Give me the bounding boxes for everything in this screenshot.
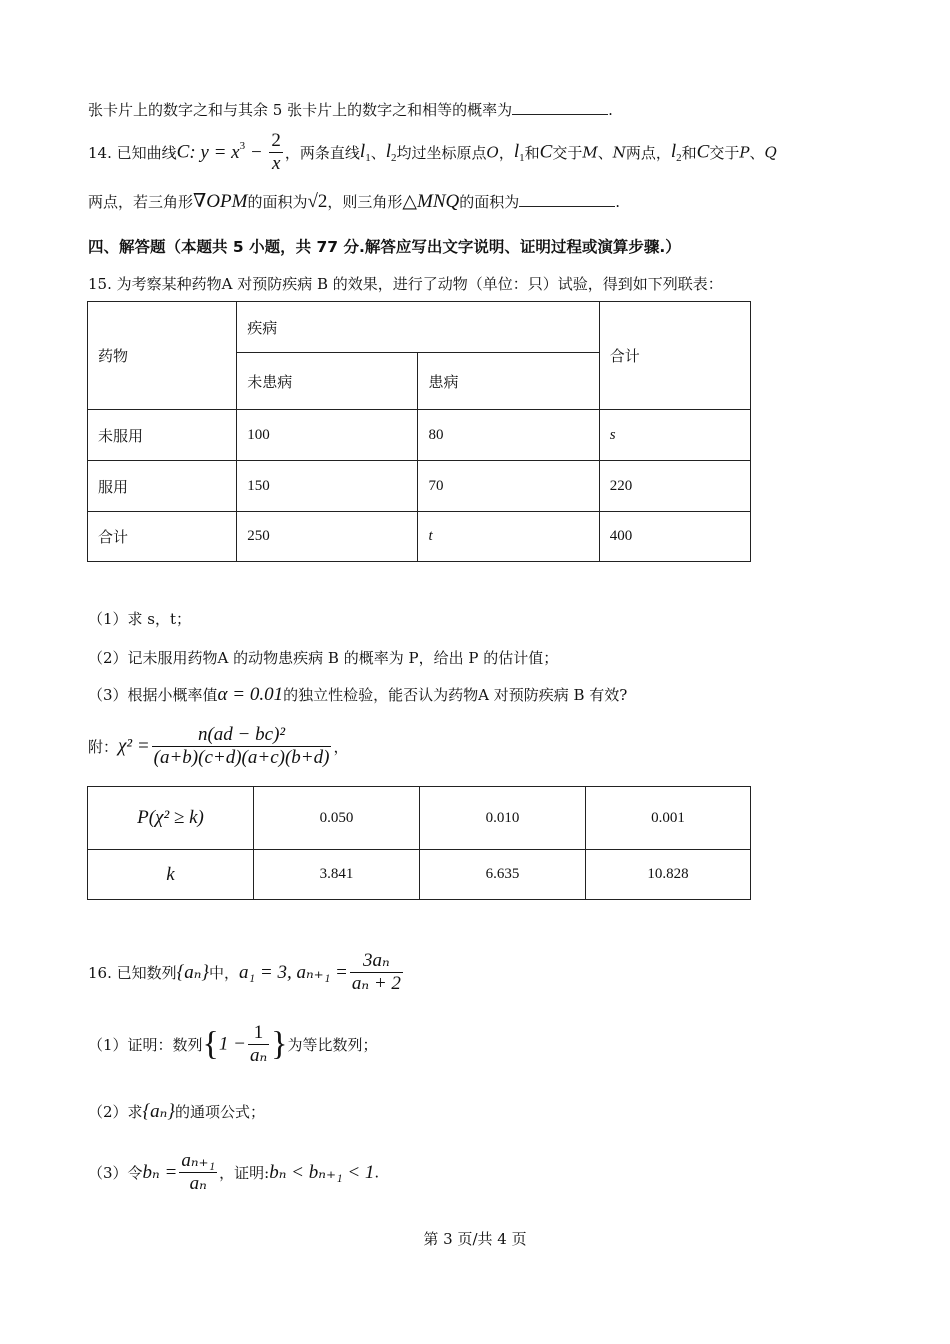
chi-num: n(ad − bc)² <box>152 724 332 747</box>
chi-den: (a+b)(c+d)(a+c)(b+d) <box>153 746 330 768</box>
q16-p2-a: （2）求 <box>88 1103 143 1121</box>
sqrt-2: √2 <box>307 191 328 212</box>
bn-lhs: bₙ = <box>142 1161 178 1183</box>
line-l1-b: $l_1$ <box>513 140 525 164</box>
k-cell: 6.635 <box>420 850 586 900</box>
inequality: bₙ < bₙ₊₁ < 1 <box>269 1161 375 1183</box>
q16-p2-b: 的通项公式； <box>174 1103 265 1121</box>
curve-name: C <box>176 141 190 163</box>
triangle-MNQ: △MNQ <box>402 191 460 212</box>
l1-letter: l <box>359 140 366 162</box>
k-cell: 10.828 <box>586 850 751 900</box>
left-brace: { <box>202 1025 219 1063</box>
q14-line2-b: 的面积为 <box>247 193 308 211</box>
q14-line2-c: ，则三角形 <box>327 193 403 211</box>
cell: 400 <box>599 512 750 562</box>
header-drug: 药物 <box>88 302 237 410</box>
recurrence-lhs: a₁ = 3, aₙ₊₁ = <box>239 961 348 983</box>
one-minus: 1 − <box>218 1033 246 1055</box>
header-sick: 患病 <box>418 353 599 410</box>
curve-eq-lhs: : y = x <box>189 142 240 164</box>
appendix-formula <box>88 724 348 780</box>
bn-fraction <box>179 1150 217 1195</box>
line-l2: $l_2$ <box>385 140 397 164</box>
table-row <box>88 461 751 512</box>
q15-part-3 <box>88 684 627 706</box>
section-heading: 四、解答题（本题共 5 小题，共 77 分.解答应写出文字说明、证明过程或演算步骤.） <box>88 238 681 256</box>
q16-end: . <box>374 1163 380 1182</box>
q16-stem-a: 16. 已知数列 <box>88 963 177 982</box>
l2-letter: l <box>385 140 391 162</box>
q15-p3-b: 的独立性检验，能否认为药物A 对预防疾病 B 有效? <box>283 686 628 704</box>
q14-text-2: 均过坐标原点 <box>396 143 487 162</box>
right-brace: } <box>271 1025 288 1063</box>
recip-den: aₙ <box>249 1044 268 1066</box>
q14-text-4: 和 <box>524 143 540 162</box>
q14-text-3: ， <box>498 143 514 162</box>
appendix-label: 附： <box>88 737 119 756</box>
page-footer: 第 3 页/共 4 页 <box>423 1230 527 1248</box>
header-total: 合计 <box>599 302 750 410</box>
cell: 70 <box>418 461 599 512</box>
q16-stem <box>88 950 405 1000</box>
cell: s <box>599 410 750 461</box>
prob-label: P(χ² ≥ k) <box>88 787 254 850</box>
point-Q: Q <box>764 143 777 162</box>
k-cell: 3.841 <box>254 850 420 900</box>
cell: 100 <box>237 410 418 461</box>
origin-O: O <box>486 143 499 162</box>
curve-eq <box>189 142 267 163</box>
sequence-a: {aₙ} <box>176 961 210 983</box>
bn-num: aₙ₊₁ <box>181 1150 216 1171</box>
row-label: 合计 <box>88 512 237 562</box>
q14-text-1: ，两条直线 <box>284 143 360 162</box>
triangle-OPM: ∇OPM <box>193 191 248 212</box>
q15-stem: 15. 为考察某种药物A 对预防疾病 B 的效果，进行了动物（单位：只）试验，得到如下列联表： <box>88 275 723 293</box>
dun-2: 、 <box>749 143 765 162</box>
answer-blank <box>512 100 608 115</box>
cube-exp: 3 <box>239 140 246 153</box>
dun-1: 、 <box>597 143 613 162</box>
point-M: M <box>582 143 598 162</box>
q16-p3-b: ，证明: <box>219 1163 270 1182</box>
q16-part-1 <box>88 1022 378 1078</box>
q14-line2-a: 两点，若三角形 <box>88 193 194 211</box>
table-row <box>88 410 751 461</box>
minus-sign: − <box>245 142 268 164</box>
header-not-sick: 未患病 <box>237 353 418 410</box>
header-disease: 疾病 <box>237 302 600 353</box>
alpha-value: α = 0.01 <box>217 684 284 705</box>
chi-comma: ， <box>333 737 349 756</box>
cell: 220 <box>599 461 750 512</box>
reciprocal-fraction <box>248 1022 269 1067</box>
q16-part-2 <box>88 1100 265 1123</box>
frac-num: 2 <box>271 130 281 151</box>
point-P: P <box>739 143 750 162</box>
recip-num: 1 <box>248 1022 269 1045</box>
intro-line <box>88 99 613 120</box>
contingency-table <box>87 301 751 562</box>
q14-sep: 、 <box>370 143 386 162</box>
bn-den: aₙ <box>189 1172 207 1194</box>
q14-end: . <box>615 193 621 211</box>
sequence-a-2: {aₙ} <box>142 1101 175 1122</box>
cell: t <box>418 512 599 562</box>
cell: 250 <box>237 512 418 562</box>
q16-p1-b: 为等比数列； <box>287 1035 378 1054</box>
curve-fraction <box>269 130 283 175</box>
point-N: N <box>612 143 626 162</box>
q15-part-2: （2）记未服用药物A 的动物患疾病 B 的概率为 P，给出 P 的估计值； <box>88 649 559 667</box>
q14-number: 14. 已知曲线 <box>88 143 177 162</box>
curve-C-3: C <box>696 141 710 163</box>
critical-value-table <box>87 786 751 900</box>
cell: 80 <box>418 410 599 461</box>
period: . <box>608 101 613 119</box>
row-label: 未服用 <box>88 410 237 461</box>
answer-blank-2 <box>519 192 615 207</box>
q16-stem-b: 中， <box>209 963 240 982</box>
q14-text-7: 和 <box>681 143 697 162</box>
prob-cell: 0.050 <box>254 787 420 850</box>
line-l2-b: $l_2$ <box>670 140 682 164</box>
q16-p3-a: （3）令 <box>88 1163 143 1182</box>
q14-line-2 <box>88 190 620 213</box>
q15-part-1: （1）求 s，t； <box>88 610 192 628</box>
q14-line-1 <box>88 130 777 176</box>
rec-den: aₙ + 2 <box>351 972 401 994</box>
prob-cell: 0.010 <box>420 787 586 850</box>
intro-text: 张卡片上的数字之和与其余 5 张卡片上的数字之和相等的概率为 <box>88 101 513 119</box>
recurrence-fraction <box>350 950 403 995</box>
chi-square-fraction <box>152 724 332 769</box>
q14-text-5: 交于 <box>552 143 583 162</box>
prob-cell: 0.001 <box>586 787 751 850</box>
frac-den: x <box>271 152 281 174</box>
q16-part-3 <box>88 1150 379 1200</box>
line-l1: $l_1$ <box>359 140 371 164</box>
curve-C-2: C <box>539 141 553 163</box>
chi-square-lhs: χ² = <box>118 735 150 757</box>
rec-num: 3aₙ <box>350 950 403 973</box>
q14-text-8: 交于 <box>709 143 740 162</box>
q14-line2-d: 的面积为 <box>459 193 520 211</box>
q14-text-6: 两点， <box>625 143 671 162</box>
q16-p1-a: （1）证明：数列 <box>88 1035 203 1054</box>
row-label: 服用 <box>88 461 237 512</box>
q15-p3-a: （3）根据小概率值 <box>88 686 218 704</box>
k-label: k <box>88 850 254 900</box>
table-row <box>88 512 751 562</box>
cell: 150 <box>237 461 418 512</box>
